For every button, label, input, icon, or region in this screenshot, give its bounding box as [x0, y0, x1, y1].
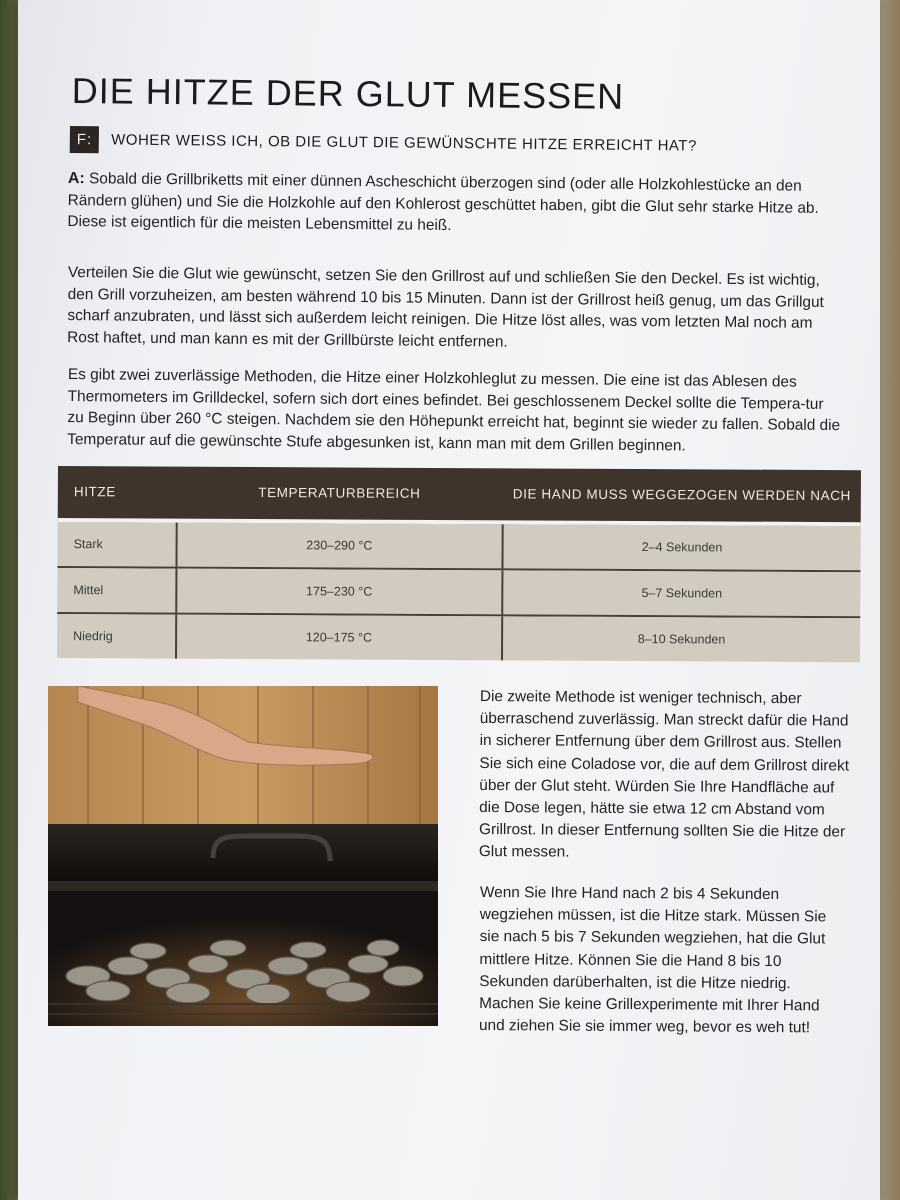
- answer-label: A:: [67, 169, 85, 188]
- answer-text: Sobald die Grillbriketts mit einer dünnen Ascheschicht überzogen sind (oder alle Holzkohlestücke an den Rändern glühen) und Sie die Holzkohle auf den Kohlerost geschüttet haben, gibt die Glut sehr starke Hitze ab. Diese ist eigentlich für die meisten Lebensmittel zu heiß.: [67, 170, 819, 235]
- grill-photo-illustration: [48, 686, 438, 1026]
- side-paragraph-hand-times: Wenn Sie Ihre Hand nach 2 bis 4 Sekunden wegziehen müssen, ist die Hitze stark. Müssen Sie sie nach 5 bis 7 Sekunden wegziehen, hat die Glut mittlere Hitze. Können Sie die Hand 8 bis 10 Sekunden darüberhalten, ist die Hitze niedrig. Machen Sie keine Grillexperimente mit Ihrer Hand und ziehen Sie sie immer weg, bevor es weh tut!: [478, 883, 827, 1037]
- cell-heat: Stark: [57, 522, 177, 567]
- heat-table: [57, 466, 861, 660]
- cell-time: 5–7 Sekunden: [641, 586, 723, 601]
- cell-range: 120–175 °C: [177, 615, 503, 661]
- photo-hand-over-grill: [48, 686, 438, 1026]
- book-page: [18, 0, 880, 1200]
- side-paragraph-hand-method: Die zweite Methode ist weniger technisch, aber überraschend zuverlässig. Man streckt dafür die Hand in sicherer Entfernung über dem Grillrost aus. Stellen Sie sich eine Coladose vor, die auf dem Grillrost direkt über der Glut steht. Würden Sie Ihre Handfläche auf die Dose legen, hätte sie etwa 12 cm Abstand vom Grillrost. In dieser Entfernung sollten Sie die Hitze der Glut messen.: [478, 687, 850, 862]
- cell-heat: Niedrig: [57, 614, 177, 659]
- table-row: [57, 568, 860, 618]
- paragraph-methods: Es gibt zwei zuverlässige Methoden, die Hitze einer Holzkohleglut zu messen. Die eine ist das Ablesen des Thermometers im Grilldeckel, sofern sich dort eines befindet. Bei geschlossenem Deckel sollte die Tempera-tur zu Beginn über 260 °C steigen. Nachdem sie den Höhepunkt erreicht hat, beginnt sie wieder zu fallen. Sobald die Temperatur auf die gewünschte Stufe abgesunken ist, kann man mit dem Grillen beginnen.: [67, 365, 841, 454]
- cell-time: 2–4 Sekunden: [641, 540, 723, 555]
- cell-time: 8–10 Sekunden: [637, 632, 726, 647]
- table-row: [57, 614, 860, 662]
- header-hand-time: DIE HAND MUSS WEGGEZOGEN WERDEN NACH: [512, 486, 851, 504]
- header-temperature-range: TEMPERATURBEREICH: [258, 485, 421, 501]
- page-title: DIE HITZE DER GLUT MESSEN: [71, 70, 625, 117]
- paragraph-preheat: Verteilen Sie die Glut wie gewünscht, setzen Sie den Grillrost auf und schließen Sie den Deckel. Es ist wichtig, den Grill vorzuheizen, am besten während 10 bis 15 Minuten. Dann ist der Grillrost heiß genug, um das Grillgut scharf anzubraten, und lässt sich außerdem leicht reinigen. Die Hitze löst alles, was vom letzten Mal noch am Rost haftet, und man kann es mit der Grillbürste leicht entfernen.: [67, 263, 824, 351]
- question-badge: F:: [70, 125, 100, 152]
- answer-paragraph: [67, 168, 844, 241]
- table-header: [58, 466, 861, 526]
- header-heat: HITZE: [73, 484, 116, 500]
- table-row: [57, 522, 860, 572]
- cell-range: 175–230 °C: [177, 569, 503, 615]
- cell-heat: Mittel: [57, 568, 177, 613]
- question: [70, 124, 860, 162]
- cell-range: 230–290 °C: [177, 523, 503, 569]
- question-text: WOHER WEISS ICH, OB DIE GLUT DIE GEWÜNSCHTE HITZE ERREICHT HAT?: [111, 130, 697, 155]
